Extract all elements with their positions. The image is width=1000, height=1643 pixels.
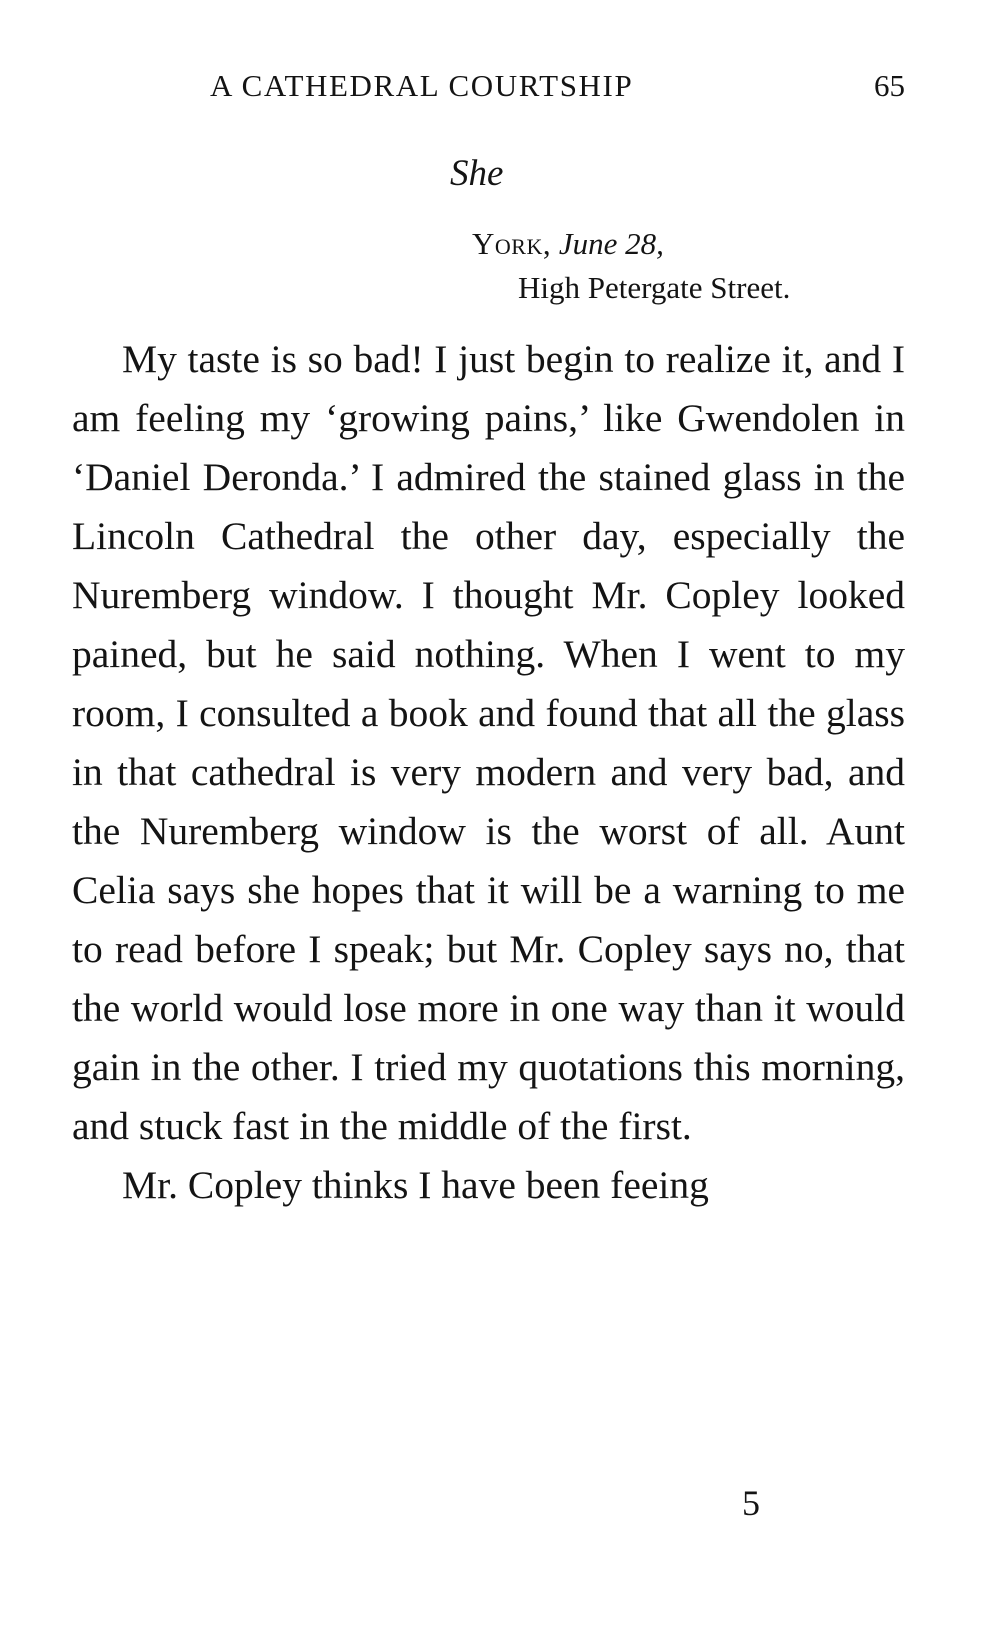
running-title: A CATHEDRAL COURTSHIP — [210, 68, 634, 103]
body-text — [72, 330, 905, 1215]
dateline-place: York, — [472, 226, 552, 261]
dateline-date: June 28, — [558, 226, 664, 261]
page-number: 65 — [874, 68, 905, 103]
letter-dateline — [472, 222, 790, 310]
dateline-address: High Petergate Street. — [518, 270, 791, 305]
speaker-heading: She — [450, 153, 504, 194]
paragraph-2: Mr. Copley thinks I have been feeing — [122, 1163, 709, 1207]
paragraph-1: My taste is so bad! I just begin to realize it, and I am feeling my ‘growing pains,’ like Gwendolen in ‘Daniel Deronda.’ I admired the stained glass in the Lincoln Cathedral the other day, especially the Nuremberg window. I thought Mr. Copley looked pained, but he said nothing. When I went to my room, I consulted a book and found that all the glass in that cathedral is very modern and very bad, and the Nuremberg window is the worst of all. Aunt Celia says she hopes that it will be a warning to me to read before I speak; but Mr. Copley says no, that the world would lose more in one way than it would gain in the other. I tried my quotations this morning, and stuck fast in the middle of the first. — [72, 337, 905, 1148]
running-header — [70, 68, 905, 108]
signature-mark: 5 — [742, 1483, 760, 1523]
